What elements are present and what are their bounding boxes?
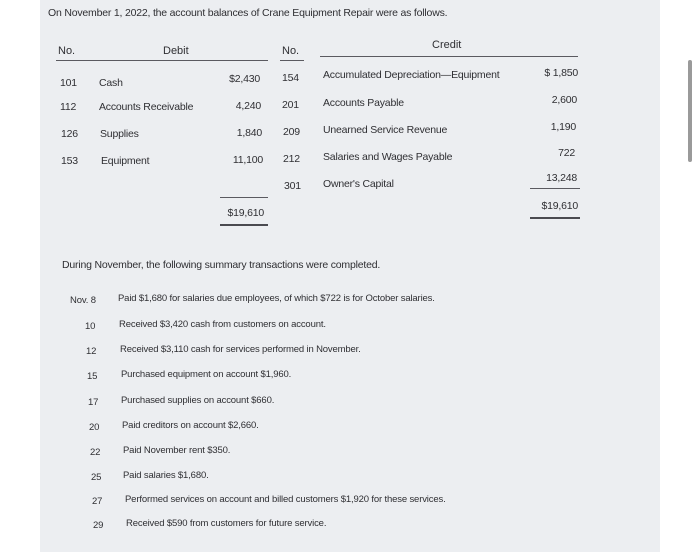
transaction-date: 25 [91, 472, 102, 483]
transaction-text: Paid November rent $350. [123, 445, 231, 456]
credit-account: Owner's Capital [323, 178, 394, 190]
credit-no-rule [280, 60, 304, 61]
credit-no: 154 [282, 72, 299, 84]
credit-header-rule [320, 56, 578, 57]
debit-no-header: No. [58, 45, 76, 57]
debit-total-rule [220, 197, 268, 198]
transaction-text: Performed services on account and billed customers $1,920 for these services. [125, 494, 446, 505]
transaction-text: Received $590 from customers for future service. [126, 518, 327, 529]
credit-amount: 13,248 [546, 172, 577, 184]
transaction-date: 12 [86, 346, 97, 357]
credit-amount: 2,600 [551, 94, 577, 106]
debit-account: Supplies [100, 128, 139, 140]
transaction-date: 20 [89, 422, 100, 433]
transaction-text: Paid $1,680 for salaries due employees, of which $722 is for October salaries. [118, 293, 435, 304]
credit-account: Accounts Payable [323, 97, 404, 109]
transaction-text: Purchased supplies on account $660. [121, 395, 275, 406]
transactions-intro: During November, the following summary transactions were completed. [62, 259, 381, 271]
debit-no: 112 [60, 101, 77, 113]
transaction-text: Paid salaries $1,680. [123, 470, 209, 481]
debit-header-rule [56, 60, 268, 61]
credit-account: Salaries and Wages Payable [323, 151, 453, 163]
transaction-date: 10 [85, 321, 96, 332]
transaction-date: 29 [93, 520, 104, 531]
credit-total-double-rule [530, 217, 580, 219]
transaction-text: Received $3,420 cash from customers on account. [119, 319, 326, 330]
debit-amount: 1,840 [236, 127, 262, 139]
transaction-date: 22 [90, 447, 101, 458]
debit-account: Accounts Receivable [99, 101, 194, 113]
transaction-date: 15 [87, 371, 98, 382]
credit-no-header: No. [282, 45, 300, 57]
debit-header: Debit [163, 45, 189, 57]
credit-account: Unearned Service Revenue [323, 124, 448, 136]
debit-no: 101 [60, 77, 77, 89]
credit-total: $19,610 [541, 200, 578, 212]
debit-account: Equipment [101, 155, 150, 167]
debit-total: $19,610 [227, 207, 264, 219]
credit-total-rule [530, 188, 580, 189]
intro-text: On November 1, 2022, the account balances of Crane Equipment Repair were as follows. [48, 7, 448, 19]
debit-account: Cash [99, 77, 123, 89]
debit-no: 126 [61, 128, 78, 140]
credit-header: Credit [432, 39, 462, 51]
credit-amount: 722 [558, 147, 575, 159]
transaction-date: Nov. 8 [70, 295, 96, 306]
debit-amount: 11,100 [232, 154, 263, 166]
transaction-date: 27 [92, 496, 103, 507]
credit-no: 212 [283, 153, 300, 165]
transaction-date: 17 [88, 397, 99, 408]
debit-no: 153 [61, 155, 78, 167]
credit-amount: $ 1,850 [544, 67, 578, 79]
credit-no: 301 [284, 180, 301, 192]
credit-amount: 1,190 [550, 121, 576, 133]
transaction-text: Purchased equipment on account $1,960. [121, 369, 292, 380]
transaction-text: Received $3,110 cash for services performed in November. [120, 344, 361, 355]
credit-account: Accumulated Depreciation—Equipment [323, 69, 500, 81]
credit-no: 201 [282, 99, 299, 111]
transaction-text: Paid creditors on account $2,660. [122, 420, 259, 431]
scrollbar[interactable] [688, 60, 692, 162]
debit-total-double-rule [220, 224, 268, 226]
debit-amount: 4,240 [235, 100, 261, 112]
credit-no: 209 [283, 126, 300, 138]
debit-amount: $2,430 [229, 73, 260, 85]
